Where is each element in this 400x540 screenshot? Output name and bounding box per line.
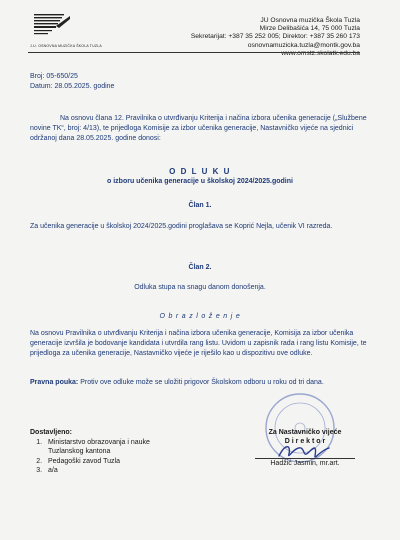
- director-name: Hadžić Jasmin, mr.art.: [270, 460, 340, 467]
- legal-remedy-label: Pravna pouka:: [30, 379, 79, 386]
- document-date: Datum: 28.05.2025. godine: [30, 83, 115, 90]
- distribution-item: 1. Ministarstvo obrazovanja i nauke Tuzlanskog kantona: [44, 438, 163, 457]
- school-website[interactable]: www.omstz.skolatk.edu.ba: [281, 49, 360, 57]
- distribution-item: 3. a/a: [44, 466, 163, 476]
- distribution-heading: Dostavljeno:: [30, 429, 73, 436]
- intro-paragraph: Na osnovu člana 12. Pravilnika o utvrđivanju Kriterija i načina izbora učenika generacije („Službene novine TK“, broj: 4/13), te prijedloga Komisije za izbor učenika generacije, Nastavničko vijeće na sjednici održanoj dana 28.05.2025. godine donosi:: [30, 115, 367, 142]
- article-1-heading: Član 1.: [188, 202, 212, 209]
- signature-title: Za Nastavničko vijeće: [268, 429, 342, 436]
- article-2-heading: Član 2.: [188, 264, 212, 271]
- signature-block: [240, 428, 370, 468]
- document-number: Broj: 05-650/25: [30, 73, 78, 80]
- article-2-text: Odluka stupa na snagu danom donošenja.: [134, 284, 266, 291]
- school-logo-icon: [32, 12, 72, 42]
- school-email[interactable]: osnovnamuzicka.tuzla@montk.gov.ba: [247, 41, 360, 49]
- school-address: Mirze Delibašića 14, 75 000 Tuzla: [259, 25, 360, 33]
- header-divider: [28, 52, 360, 53]
- logo-caption: J.U. OSNOVNA MUZIČKA ŠKOLA TUZLA: [30, 44, 102, 48]
- signature-role: D i r e k t o r: [284, 438, 326, 445]
- rationale-heading: O b r a z l o ž e n j e: [159, 313, 241, 320]
- distribution-list: [30, 428, 163, 476]
- legal-remedy-text: Protiv ove odluke može se uložiti prigovor Školskom odboru u roku od tri dana.: [78, 379, 324, 386]
- school-phones: Sekretarijat: +387 35 252 005; Direktor: +387 35 260 173: [190, 33, 360, 41]
- article-1-text: Za učenika generacije u školskoj 2024/2025.godini proglašava se Koprić Nejla, učenik VI razreda.: [30, 223, 333, 230]
- decision-subtitle: o izboru učenika generacije u školskoj 2024/2025.godini: [107, 178, 293, 185]
- distribution-item: 2. Pedagoški zavod Tuzla: [44, 457, 163, 467]
- decision-title: O D L U K U: [169, 167, 231, 176]
- school-name: JU Osnovna muzička Škola Tuzla: [260, 17, 360, 24]
- rationale-paragraph: Na osnovu Pravilnika o utvrđivanju Kriterija i načina izbora učenika generacije, Komisija za izbor učenika generacije izvršila je bodovanje kandidata i utvrdila rang listu. Uvidom u zapisnik rada i rang listu Komisije, te prijedloga za učenika generacije, Nastavničko vijeće je riješilo kao u dispozitivu ove odluke.: [30, 330, 367, 357]
- document-meta: [30, 72, 114, 92]
